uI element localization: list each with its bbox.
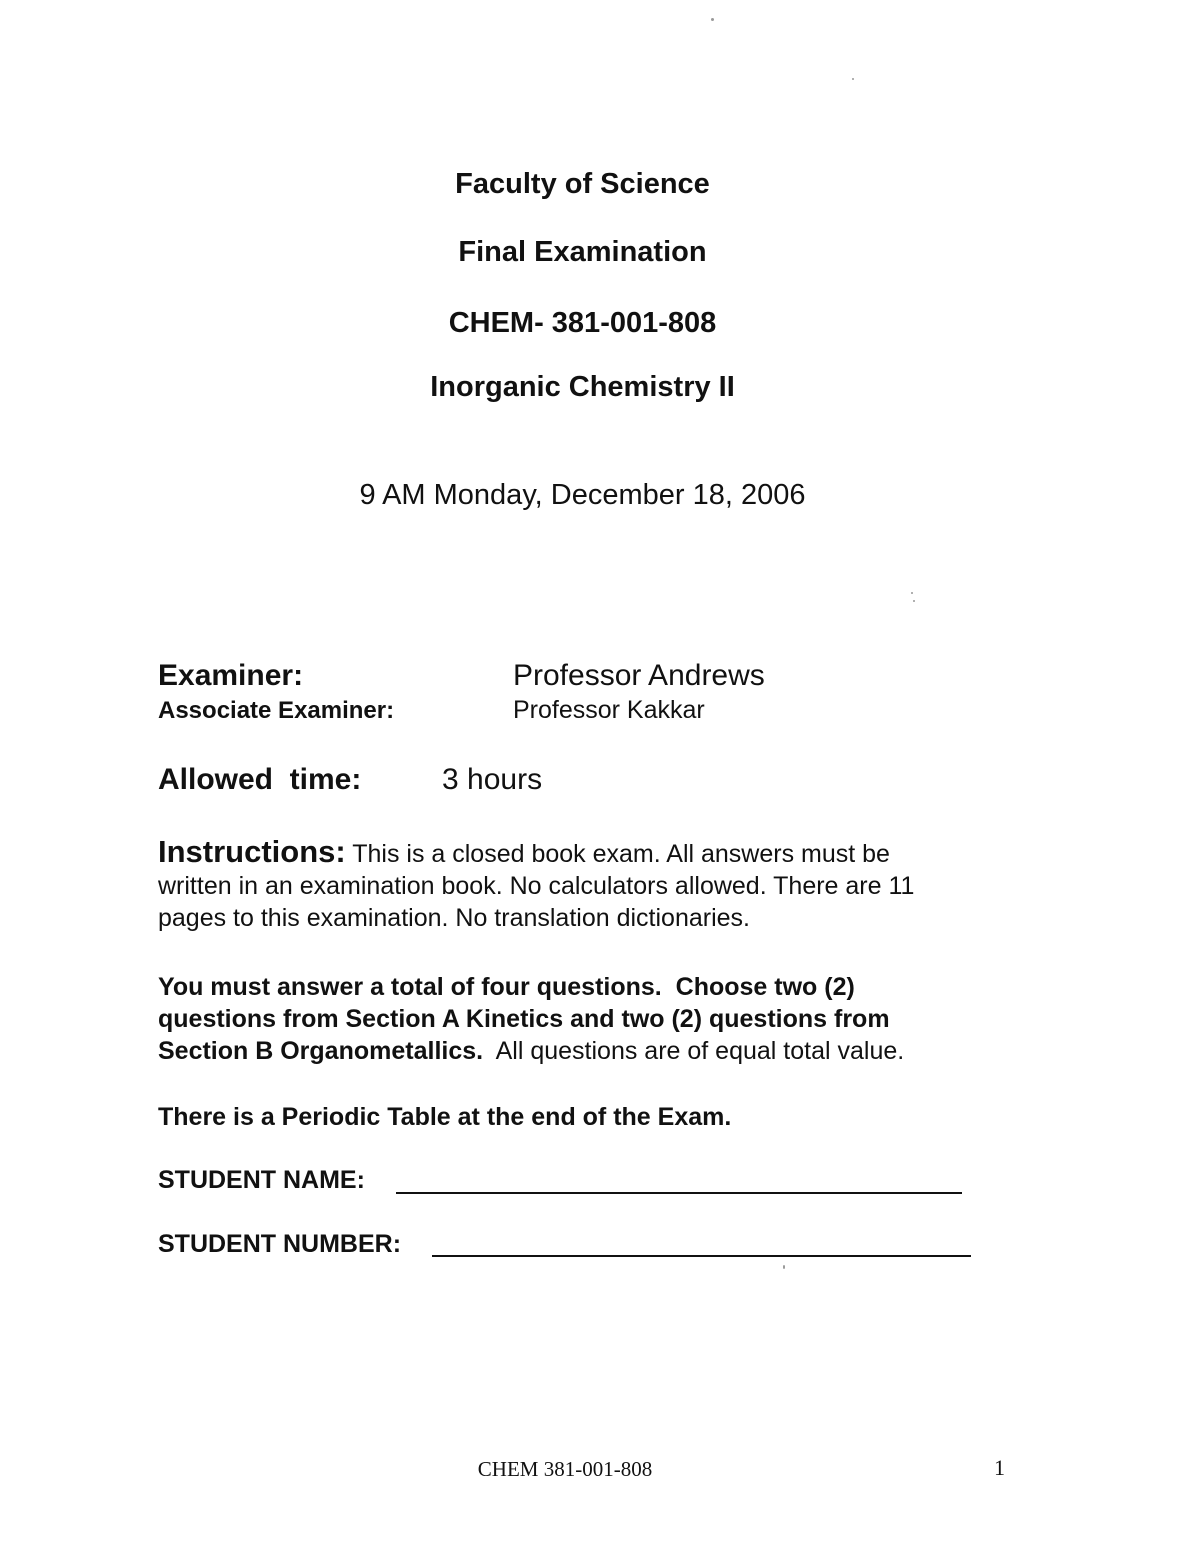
allowed-time-value: 3 hours	[442, 763, 543, 796]
examiner-label: Examiner:	[158, 659, 304, 692]
associate-examiner-label: Associate Examiner:	[158, 697, 395, 724]
scan-speck	[852, 78, 854, 80]
requirements-line-3-bold: Section B Organometallics.	[158, 1037, 484, 1065]
student-name-label: STUDENT NAME:	[158, 1166, 365, 1194]
exam-datetime: 9 AM Monday, December 18, 2006	[359, 479, 806, 511]
requirements-line-1: You must answer a total of four questions. Choose two (2)	[158, 973, 855, 1001]
associate-examiner-value: Professor Kakkar	[513, 696, 705, 724]
course-title-heading: Inorganic Chemistry II	[430, 371, 735, 403]
instructions-line-1	[158, 836, 914, 870]
instructions-paragraph	[158, 836, 914, 934]
scan-speck	[911, 592, 913, 594]
student-number-label: STUDENT NUMBER:	[158, 1230, 402, 1258]
scan-speck	[913, 600, 915, 602]
footer-course-code: CHEM 381-001-808	[477, 1457, 653, 1481]
requirements-paragraph	[158, 971, 904, 1067]
scan-speck	[711, 18, 714, 21]
allowed-time-label: Allowed time:	[158, 763, 362, 796]
course-code-heading: CHEM- 381-001-808	[448, 307, 717, 339]
requirements-line-3	[158, 1035, 904, 1067]
requirements-line-2: questions from Section A Kinetics and two (2) questions from	[158, 1005, 890, 1033]
student-name-line[interactable]	[396, 1192, 962, 1194]
page-number: 1	[994, 1455, 1005, 1480]
instructions-text-1: This is a closed book exam. All answers must be	[345, 840, 890, 868]
instructions-line-3: pages to this examination. No translation dictionaries.	[158, 904, 750, 932]
examiner-value: Professor Andrews	[513, 659, 765, 692]
faculty-heading: Faculty of Science	[455, 168, 710, 200]
periodic-table-note: There is a Periodic Table at the end of the Exam.	[158, 1103, 732, 1131]
student-number-line[interactable]	[432, 1255, 971, 1257]
instructions-label: Instructions:	[158, 834, 346, 869]
requirements-line-3-normal: All questions are of equal total value.	[483, 1037, 905, 1065]
scan-speck	[783, 1265, 785, 1269]
instructions-line-2: written in an examination book. No calculators allowed. There are 11	[158, 872, 915, 900]
exam-type-heading: Final Examination	[458, 236, 707, 268]
